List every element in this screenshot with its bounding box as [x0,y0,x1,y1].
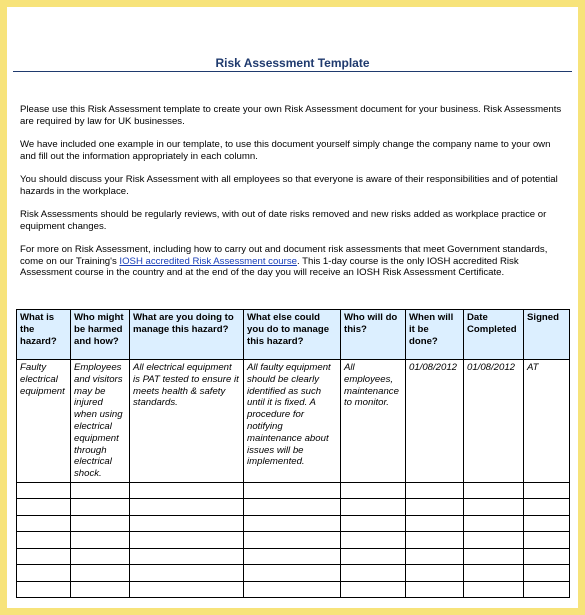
blank-cell[interactable] [130,565,244,582]
blank-cell[interactable] [244,515,341,532]
blank-cell[interactable] [524,515,570,532]
blank-cell[interactable] [464,548,524,565]
blank-cell[interactable] [524,499,570,516]
table-row [17,482,570,499]
header-who-will-do: Who will do this? [341,310,406,360]
table-row [17,581,570,598]
blank-cell[interactable] [464,581,524,598]
example-who-harmed[interactable]: Employees and visitors may be injured when using electrical equipment through electrical shock. [71,360,130,483]
blank-cell[interactable] [464,482,524,499]
header-current-controls: What are you doing to manage this hazard? [130,310,244,360]
blank-cell[interactable] [524,581,570,598]
example-who-will-do[interactable]: All employees, maintenance to monitor. [341,360,406,483]
iosh-course-link[interactable]: IOSH accredited Risk Assessment course [119,255,297,267]
blank-cell[interactable] [71,515,130,532]
blank-cell[interactable] [17,482,71,499]
blank-cell[interactable] [406,515,464,532]
blank-cell[interactable] [464,499,524,516]
blank-cell[interactable] [130,482,244,499]
blank-cell[interactable] [464,515,524,532]
header-date-completed: Date Completed [464,310,524,360]
table-header-row [17,310,570,360]
example-signed[interactable]: AT [524,360,570,483]
blank-cell[interactable] [244,581,341,598]
blank-cell[interactable] [130,499,244,516]
review-paragraph: Risk Assessments should be regularly reviews, with out of date risks removed and new risks added as workplace practice or equipment changes. [20,209,547,232]
title-divider [13,71,572,72]
blank-cell[interactable] [341,548,406,565]
blank-cell[interactable] [244,482,341,499]
blank-cell[interactable] [406,565,464,582]
blank-cell[interactable] [130,532,244,549]
example-row [17,360,570,483]
table-row [17,548,570,565]
table-row [17,499,570,516]
risk-assessment-table [16,309,570,598]
blank-cell[interactable] [406,482,464,499]
blank-cell[interactable] [244,565,341,582]
blank-cell[interactable] [524,482,570,499]
blank-cell[interactable] [17,532,71,549]
blank-cell[interactable] [524,548,570,565]
blank-cell[interactable] [406,548,464,565]
training-text-after: . This 1-day course is the only IOSH accredited Risk Assessment course in the country and at the end of the day you will receive an IOSH Risk Assessment Certificate. [20,255,519,279]
table-row [17,532,570,549]
blank-cell[interactable] [130,548,244,565]
header-signed: Signed [524,310,570,360]
blank-cell[interactable] [341,532,406,549]
training-paragraph [20,244,565,279]
blank-cell[interactable] [341,499,406,516]
blank-cell[interactable] [464,532,524,549]
blank-cell[interactable] [71,532,130,549]
blank-cell[interactable] [244,548,341,565]
discuss-paragraph: You should discuss your Risk Assessment with all employees so that everyone is aware of their responsibilities and of potential hazards in the workplace. [20,174,558,197]
document-title: Risk Assessment Template [215,56,370,70]
example-further-controls[interactable]: All faulty equipment should be clearly identified as such until it is fixed. A procedure for notifying maintenance about issues will be implemented. [244,360,341,483]
blank-cell[interactable] [341,482,406,499]
blank-cell[interactable] [71,499,130,516]
blank-cell[interactable] [17,581,71,598]
usage-paragraph: We have included one example in our template, to use this document yourself simply change the company name to your own and fill out the information appropriately in each column. [20,139,551,162]
document-page [7,7,578,608]
header-hazard: What is the hazard? [17,310,71,360]
blank-cell[interactable] [71,482,130,499]
header-when-done: When will it be done? [406,310,464,360]
blank-cell[interactable] [71,565,130,582]
example-when-done[interactable]: 01/08/2012 [406,360,464,483]
example-current-controls[interactable]: All electrical equipment is PAT tested to ensure it meets health & safety standards. [130,360,244,483]
blank-cell[interactable] [341,515,406,532]
blank-cell[interactable] [71,548,130,565]
training-text-before: For more on Risk Assessment, including how to carry out and document risk assessments that meet Government standards, come on our Training's [20,244,548,267]
blank-cell[interactable] [130,515,244,532]
example-date-completed[interactable]: 01/08/2012 [464,360,524,483]
blank-cell[interactable] [17,499,71,516]
blank-cell[interactable] [406,499,464,516]
blank-cell[interactable] [406,581,464,598]
intro-paragraph: Please use this Risk Assessment template to create your own Risk Assessment document for your business. Risk Assessments are required by law for UK businesses. [20,104,562,127]
blank-cell[interactable] [130,581,244,598]
blank-cell[interactable] [71,581,130,598]
blank-cell[interactable] [406,532,464,549]
blank-cell[interactable] [244,499,341,516]
blank-cell[interactable] [17,515,71,532]
header-further-controls: What else could you do to manage this hazard? [244,310,341,360]
blank-cell[interactable] [341,565,406,582]
table-row [17,565,570,582]
blank-cell[interactable] [17,565,71,582]
blank-cell[interactable] [524,532,570,549]
header-who-harmed: Who might be harmed and how? [71,310,130,360]
blank-cell[interactable] [244,532,341,549]
table-row [17,515,570,532]
example-hazard[interactable]: Faulty electrical equipment [17,360,71,483]
blank-cell[interactable] [464,565,524,582]
blank-cell[interactable] [341,581,406,598]
blank-cell[interactable] [524,565,570,582]
blank-cell[interactable] [17,548,71,565]
